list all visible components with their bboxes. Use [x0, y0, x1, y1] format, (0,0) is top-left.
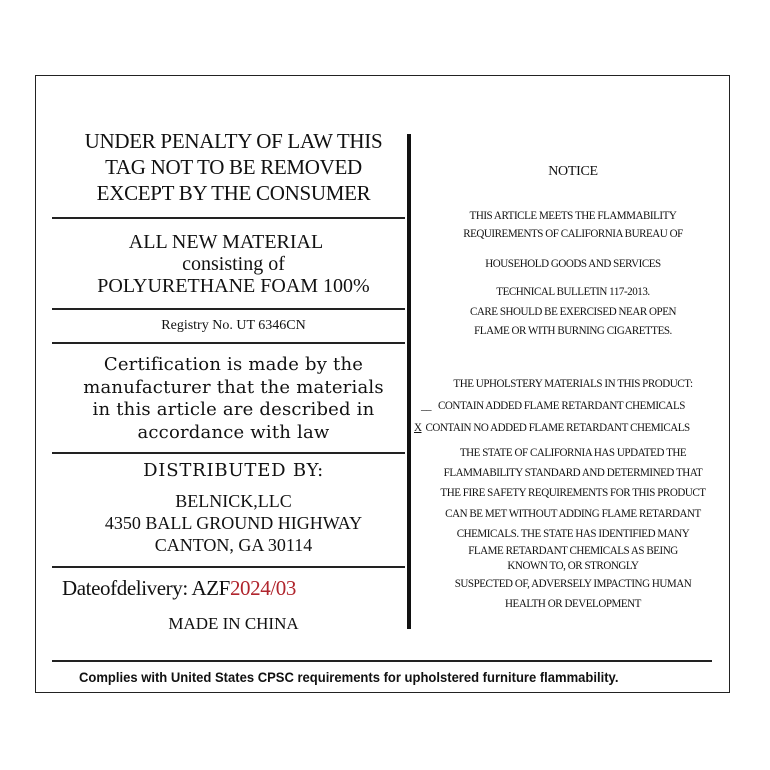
- warning-line: EXCEPT BY THE CONSUMER: [96, 181, 371, 205]
- date-of-delivery: [62, 576, 296, 601]
- date-label: Dateofdelivery: AZF: [62, 576, 230, 600]
- state-statement: [430, 442, 715, 613]
- cpsc-compliance-statement: Complies with United States CPSC requirements for upholstered furniture flammability.: [79, 669, 619, 685]
- statement-line: CAN BE MET WITHOUT ADDING FLAME RETARDANT: [445, 505, 701, 520]
- flammability-statement: [430, 206, 715, 242]
- material-line: POLYURETHANE FOAM 100%: [97, 275, 370, 297]
- upholstery-heading: THE UPHOLSTERY MATERIALS IN THIS PRODUCT:: [453, 376, 693, 390]
- footer-divider: [52, 660, 712, 662]
- statement-line: THE FIRE SAFETY REQUIREMENTS FOR THIS PRODUCT: [440, 485, 706, 500]
- warning-heading: [51, 128, 416, 206]
- statement-line: TECHNICAL BULLETIN 117-2013.: [496, 284, 650, 298]
- warning-line: TAG NOT TO BE REMOVED: [105, 155, 362, 179]
- option-mark-x: X: [414, 420, 422, 434]
- statement-line: SUSPECTED OF, ADVERSELY IMPACTING HUMAN: [454, 576, 692, 591]
- divider: [52, 452, 405, 454]
- option-no-added-chemicals: [414, 420, 690, 435]
- bureau-line: HOUSEHOLD GOODS AND SERVICES: [485, 256, 661, 270]
- divider: [52, 308, 405, 310]
- made-in-china: MADE IN CHINA: [168, 614, 299, 633]
- divider: [52, 342, 405, 344]
- material-statement: [51, 231, 416, 297]
- certification-line: manufacturer that the materials: [83, 376, 384, 398]
- statement-line: FLAME RETARDANT CHEMICALS AS BEING: [468, 543, 678, 558]
- statement-line: CHEMICALS. THE STATE HAS IDENTIFIED MANY: [456, 525, 690, 540]
- certification-line: Certification is made by the: [103, 354, 364, 375]
- technical-bulletin: [430, 282, 715, 341]
- certification-line: accordance with law: [137, 421, 330, 443]
- address-line: CANTON, GA 30114: [154, 535, 313, 555]
- statement-line: THE STATE OF CALIFORNIA HAS UPDATED THE: [459, 445, 687, 459]
- material-line: consisting of: [182, 253, 285, 275]
- law-tag-label: [35, 75, 730, 693]
- divider: [52, 217, 405, 219]
- registry-number: Registry No. UT 6346CN: [161, 318, 306, 333]
- divider: [52, 566, 405, 568]
- certification-line: in this article are described in: [92, 399, 375, 420]
- statement-line: HEALTH OR DEVELOPMENT: [505, 596, 641, 611]
- notice-title: NOTICE: [548, 164, 598, 179]
- statement-line: THIS ARTICLE MEETS THE FLAMMABILITY: [469, 208, 677, 222]
- statement-line: REQUIREMENTS OF CALIFORNIA BUREAU OF: [463, 226, 683, 240]
- certification-statement: [51, 354, 416, 444]
- distributor-address: [51, 490, 416, 556]
- address-line: 4350 BALL GROUND HIGHWAY: [104, 513, 363, 533]
- date-value: 2024/03: [229, 576, 296, 600]
- statement-line: CARE SHOULD BE EXERCISED NEAR OPEN: [469, 303, 677, 318]
- address-line: BELNICK,LLC: [175, 491, 292, 511]
- statement-line: KNOWN TO, OR STRONGLY: [507, 558, 639, 573]
- option-label: CONTAIN ADDED FLAME RETARDANT CHEMICALS: [438, 398, 685, 412]
- statement-line: FLAME OR WITH BURNING CIGARETTES.: [474, 323, 672, 337]
- option-added-chemicals: [421, 398, 685, 413]
- option-label: CONTAIN NO ADDED FLAME RETARDANT CHEMICALS: [425, 420, 690, 434]
- option-mark-blank: __: [421, 398, 432, 412]
- distributed-by-heading: DISTRIBUTED BY:: [143, 460, 324, 481]
- warning-line: UNDER PENALTY OF LAW THIS: [84, 129, 383, 153]
- material-line: ALL NEW MATERIAL: [128, 231, 324, 253]
- column-separator: [407, 134, 411, 629]
- statement-line: FLAMMABILITY STANDARD AND DETERMINED THAT: [443, 465, 703, 480]
